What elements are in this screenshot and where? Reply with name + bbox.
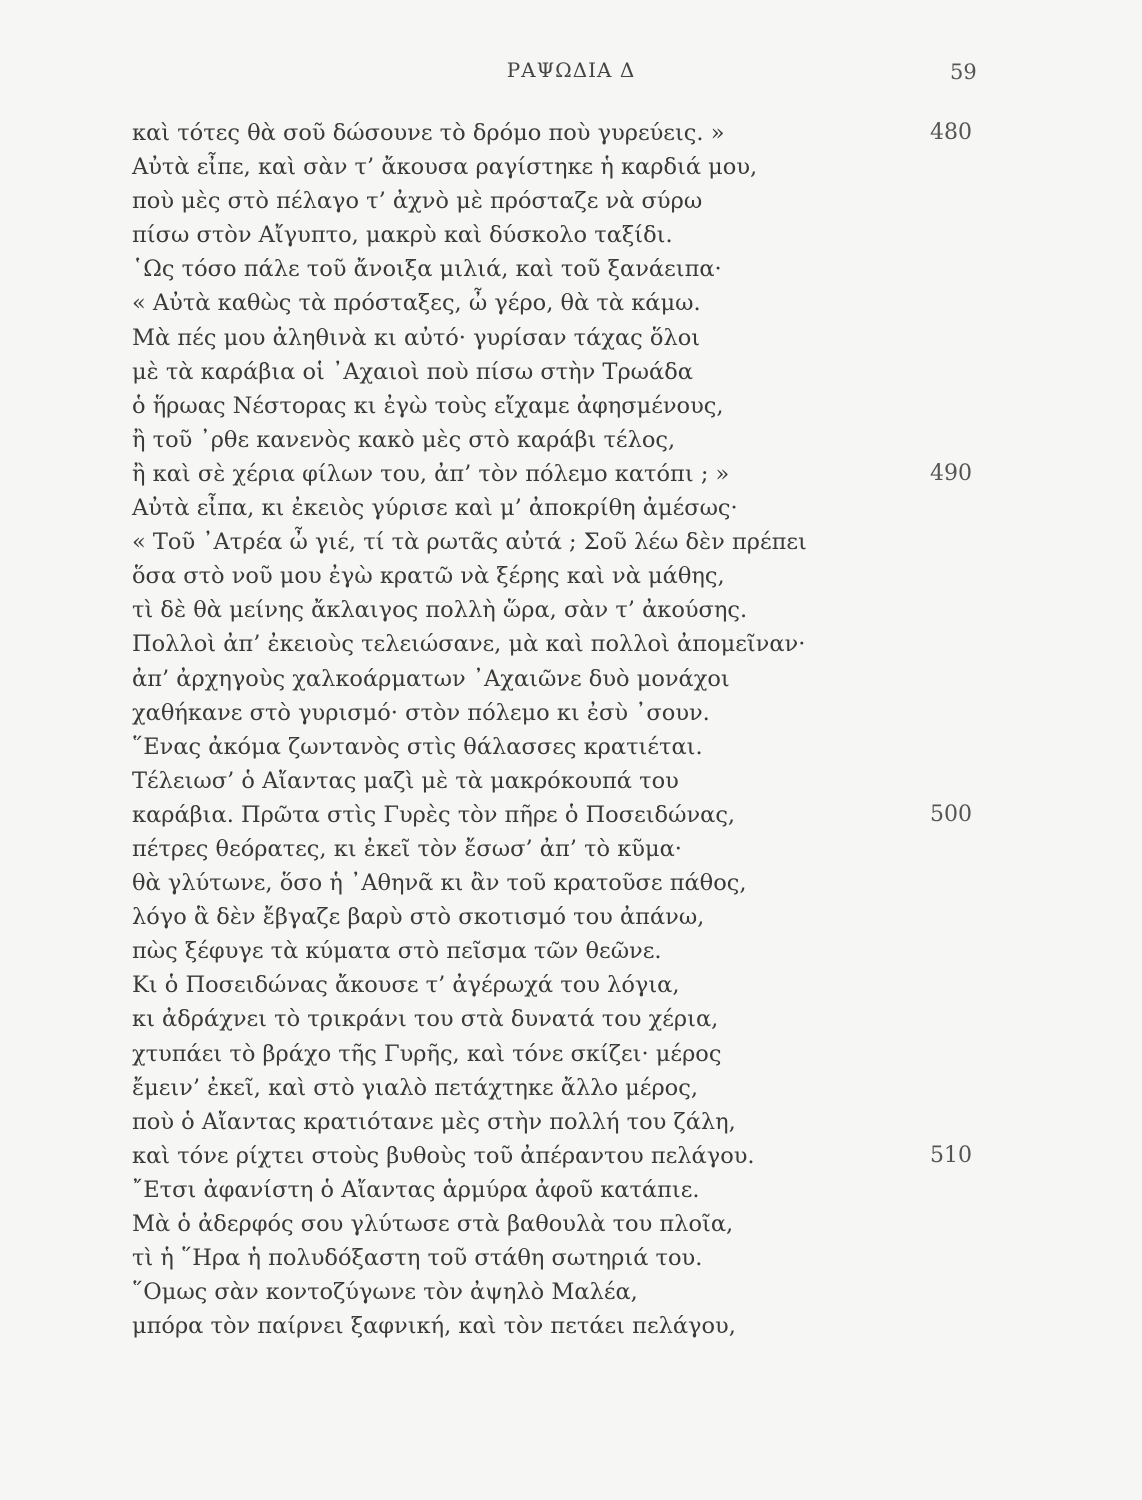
verse-line	[132, 593, 992, 627]
verse-line	[132, 286, 992, 320]
verse-text: πέτρες θεόρατες, κι ἐκεῖ τὸν ἔσωσ’ ἀπ’ τὸ κῦμα·	[132, 835, 682, 862]
verse-line	[132, 900, 992, 934]
verse-text: « Αὐτὰ καθὼς τὰ πρόσταξες, ὦ γέρο, θὰ τὰ κάμω.	[132, 290, 701, 317]
verse-line	[132, 1241, 992, 1275]
verse-line	[132, 798, 992, 832]
verse-text: λόγο ἃ δὲν ἔβγαζε βαρὺ στὸ σκοτισμό του ἀπάνω,	[132, 904, 705, 931]
verse-line	[132, 1037, 992, 1071]
verse-text: ὅσα στὸ νοῦ μου ἐγὼ κρατῶ νὰ ξέρης καὶ νὰ μάθης,	[132, 563, 725, 590]
verse-text: ἀπ’ ἀρχηγοὺς χαλκοάρματων ᾿Αχαιῶνε δυὸ μονάχοι	[132, 665, 730, 692]
verse-line	[132, 150, 992, 184]
verse-text: ῎Ετσι ἀφανίστη ὁ Αἴαντας ἁρμύρα ἀφοῦ κατάπιε.	[132, 1176, 700, 1203]
verse-line	[132, 491, 992, 525]
verse-block	[132, 116, 992, 1343]
verse-text: πὼς ξέφυγε τὰ κύματα στὸ πεῖσμα τῶν θεῶνε.	[132, 938, 662, 965]
verse-text: χαθήκανε στὸ γυρισμό· στὸν πόλεμο κι ἐσὺ ᾿σουν.	[132, 699, 710, 726]
verse-text: τὶ δὲ θὰ μείνης ἄκλαιγος πολλὴ ὥρα, σὰν τ’ ἀκούσης.	[132, 597, 748, 624]
verse-text: Αὐτὰ εἶπα, κι ἐκειὸς γύρισε καὶ μ’ ἀποκρίθη ἀμέσως·	[132, 495, 738, 522]
verse-line	[132, 1002, 992, 1036]
verse-text: καράβια. Πρῶτα στὶς Γυρὲς τὸν πῆρε ὁ Ποσειδώνας,	[132, 801, 736, 828]
verse-text: ποὺ μὲς στὸ πέλαγο τ’ ἀχνὸ μὲ πρόσταζε νὰ σύρω	[132, 188, 703, 215]
verse-text: τὶ ἡ ῞Ηρα ἡ πολυδόξαστη τοῦ στάθη σωτηριά του.	[132, 1245, 703, 1272]
verse-text: ῞Ενας ἀκόμα ζωντανὸς στὶς θάλασσες κρατιέται.	[132, 733, 703, 760]
verse-line	[132, 832, 992, 866]
verse-text: ὁ ἥρωας Νέστορας κι ἐγὼ τοὺς εἴχαμε ἀφησμένους,	[132, 392, 724, 419]
page-number: 59	[950, 60, 977, 84]
verse-line	[132, 252, 992, 286]
verse-line	[132, 218, 992, 252]
line-number: 490	[930, 460, 972, 486]
verse-line	[132, 457, 992, 491]
verse-line	[132, 730, 992, 764]
verse-line	[132, 1173, 992, 1207]
verse-text: Μὰ πές μου ἀληθινὰ κι αὐτό· γυρίσαν τάχας ὅλοι	[132, 324, 701, 351]
verse-line	[132, 355, 992, 389]
running-head: ΡΑΨΩΔΙΑ Δ	[506, 58, 636, 82]
verse-text: Κι ὁ Ποσειδώνας ἄκουσε τ’ ἀγέρωχά του λόγια,	[132, 972, 680, 999]
verse-text: μπόρα τὸν παίρνει ξαφνική, καὶ τὸν πετάει πελάγου,	[132, 1313, 736, 1340]
verse-line	[132, 764, 992, 798]
verse-text: χτυπάει τὸ βράχο τῆς Γυρῆς, καὶ τόνε σκίζει· μέρος	[132, 1040, 722, 1067]
verse-line	[132, 934, 992, 968]
verse-text: ἢ τοῦ ᾿ρθε κανενὸς κακὸ μὲς στὸ καράβι τέλος,	[132, 426, 676, 453]
verse-line	[132, 662, 992, 696]
verse-text: Πολλοὶ ἀπ’ ἐκειοὺς τελειώσανε, μὰ καὶ πολλοὶ ἀπομεῖναν·	[132, 631, 806, 658]
verse-text: καὶ τόνε ρίχτει στοὺς βυθοὺς τοῦ ἀπέραντου πελάγου.	[132, 1142, 755, 1169]
verse-line	[132, 389, 992, 423]
verse-line	[132, 1071, 992, 1105]
verse-text: ἢ καὶ σὲ χέρια φίλων του, ἀπ’ τὸν πόλεμο κατόπι ; »	[132, 460, 730, 487]
verse-line	[132, 1275, 992, 1309]
verse-text: Μὰ ὁ ἀδερφός σου γλύτωσε στὰ βαθουλὰ του πλοῖα,	[132, 1211, 734, 1237]
verse-text: ῞Ομως σὰν κοντοζύγωνε τὸν ἀψηλὸ Μαλέα,	[132, 1279, 638, 1306]
verse-text: ῾Ως τόσο πάλε τοῦ ἄνοιξα μιλιά, καὶ τοῦ ξανάειπα·	[132, 256, 722, 283]
verse-line	[132, 116, 992, 150]
verse-line	[132, 1139, 992, 1173]
line-number: 510	[930, 1142, 972, 1168]
verse-text: Τέλειωσ’ ὁ Αἴαντας μαζὶ μὲ τὰ μακρόκουπά του	[132, 767, 679, 794]
verse-text: « Τοῦ ᾿Ατρέα ὦ γιέ, τί τὰ ρωτᾶς αὐτά ; Σοῦ λέω δὲν πρέπει	[132, 529, 807, 556]
verse-line	[132, 525, 992, 559]
verse-text: ἔμειν’ ἐκεῖ, καὶ στὸ γιαλὸ πετάχτηκε ἄλλο μέρος,	[132, 1074, 698, 1101]
verse-text: Αὐτὰ εἶπε, καὶ σὰν τ’ ἄκουσα ραγίστηκε ἡ καρδιά μου,	[132, 154, 758, 181]
verse-line	[132, 696, 992, 730]
verse-line	[132, 1207, 992, 1241]
verse-line	[132, 968, 992, 1002]
verse-text: πίσω στὸν Αἴγυπτο, μακρὺ καὶ δύσκολο ταξίδι.	[132, 222, 673, 249]
verse-line	[132, 321, 992, 355]
verse-text: ποὺ ὁ Αἴαντας κρατιότανε μὲς στὴν πολλή του ζάλη,	[132, 1108, 736, 1135]
verse-line	[132, 1309, 992, 1343]
verse-line	[132, 866, 992, 900]
verse-line	[132, 627, 992, 661]
verse-text: κι ἀδράχνει τὸ τρικράνι του στὰ δυνατά του χέρια,	[132, 1006, 719, 1033]
verse-text: καὶ τότες θὰ σοῦ δώσουνε τὸ δρόμο ποὺ γυρεύεις. »	[132, 120, 725, 146]
verse-line	[132, 423, 992, 457]
line-number: 500	[930, 801, 972, 827]
verse-line	[132, 184, 992, 218]
verse-line	[132, 1105, 992, 1139]
verse-text: μὲ τὰ καράβια οἱ ᾿Αχαιοὶ ποὺ πίσω στὴν Τρωάδα	[132, 358, 693, 385]
verse-text: θὰ γλύτωνε, ὅσο ἡ ᾿Αθηνᾶ κι ἂν τοῦ κρατοῦσε πάθος,	[132, 870, 747, 897]
line-number: 480	[930, 120, 972, 145]
verse-line	[132, 559, 992, 593]
